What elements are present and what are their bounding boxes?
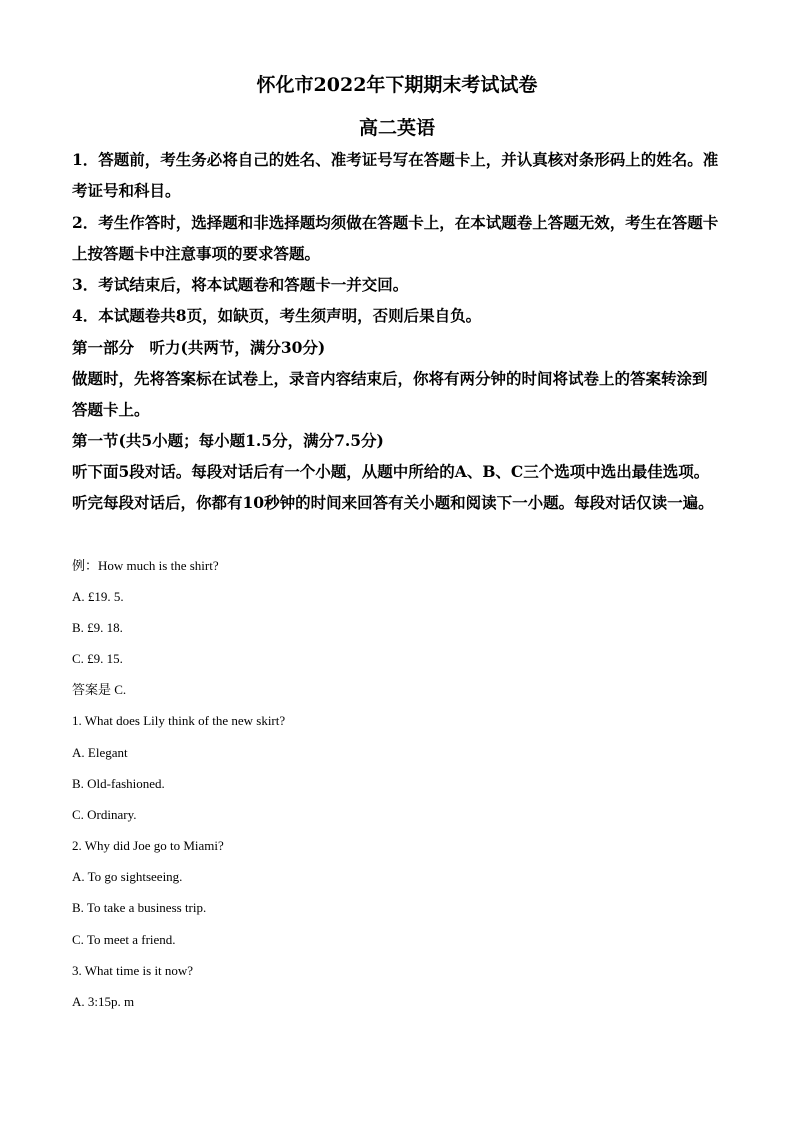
question-1-option-c: C. Ordinary. [72, 807, 137, 822]
part1-heading: 第一部分 听力(共两节，满分30分) [72, 338, 326, 357]
section1-heading: 第一节(共5小题；每小题1.5分，满分7.5分) [72, 431, 384, 450]
question-1-option-b: B. Old-fashioned. [72, 776, 165, 791]
example-option-c: C. £9. 15. [72, 651, 123, 666]
question-2-option-b: B. To take a business trip. [72, 900, 207, 915]
example-option-a: A. £19. 5. [72, 589, 124, 604]
example-question: 例：How much is the shirt? [72, 558, 219, 573]
part1-intro: 做题时，先将答案标在试卷上，录音内容结束后，你将有两分钟的时间将试卷上的答案转涂到答题卡上。 [72, 369, 708, 419]
instruction-3: 3．考试结束后，将本试题卷和答题卡一并交回。 [72, 275, 409, 294]
instruction-2: 2．考生作答时，选择题和非选择题均须做在答题卡上，在本试题卷上答题无效，考生在答题卡上按答题卡中注意事项的要求答题。 [72, 213, 719, 263]
section1-intro: 听下面5段对话。每段对话后有一个小题，从题中所给的A、B、C三个选项中选出最佳选项。听完每段对话后，你都有10秒钟的时间来回答有关小题和阅读下一小题。每段对话仅读一遍。 [72, 462, 714, 512]
exam-title: 怀化市2022年下期期末考试试卷 [256, 74, 538, 96]
question-1-option-a: A. Elegant [72, 745, 128, 760]
question-2-option-a: A. To go sightseeing. [72, 869, 183, 884]
question-3: 3. What time is it now? [72, 963, 194, 978]
question-1: 1. What does Lily think of the new skirt? [72, 713, 286, 728]
example-answer: 答案是 C. [72, 682, 127, 697]
question-2-option-c: C. To meet a friend. [72, 932, 176, 947]
instruction-4: 4．本试题卷共8页，如缺页，考生须声明，否则后果自负。 [72, 306, 482, 325]
question-3-option-a: A. 3:15p. m [72, 994, 135, 1009]
instruction-1: 1．答题前，考生务必将自己的姓名、准考证号写在答题卡上，并认真核对条形码上的姓名。准考证号和科目。 [72, 150, 719, 200]
example-option-b: B. £9. 18. [72, 620, 123, 635]
question-2: 2. Why did Joe go to Miami? [72, 838, 224, 853]
exam-subject: 高二英语 [358, 117, 435, 139]
